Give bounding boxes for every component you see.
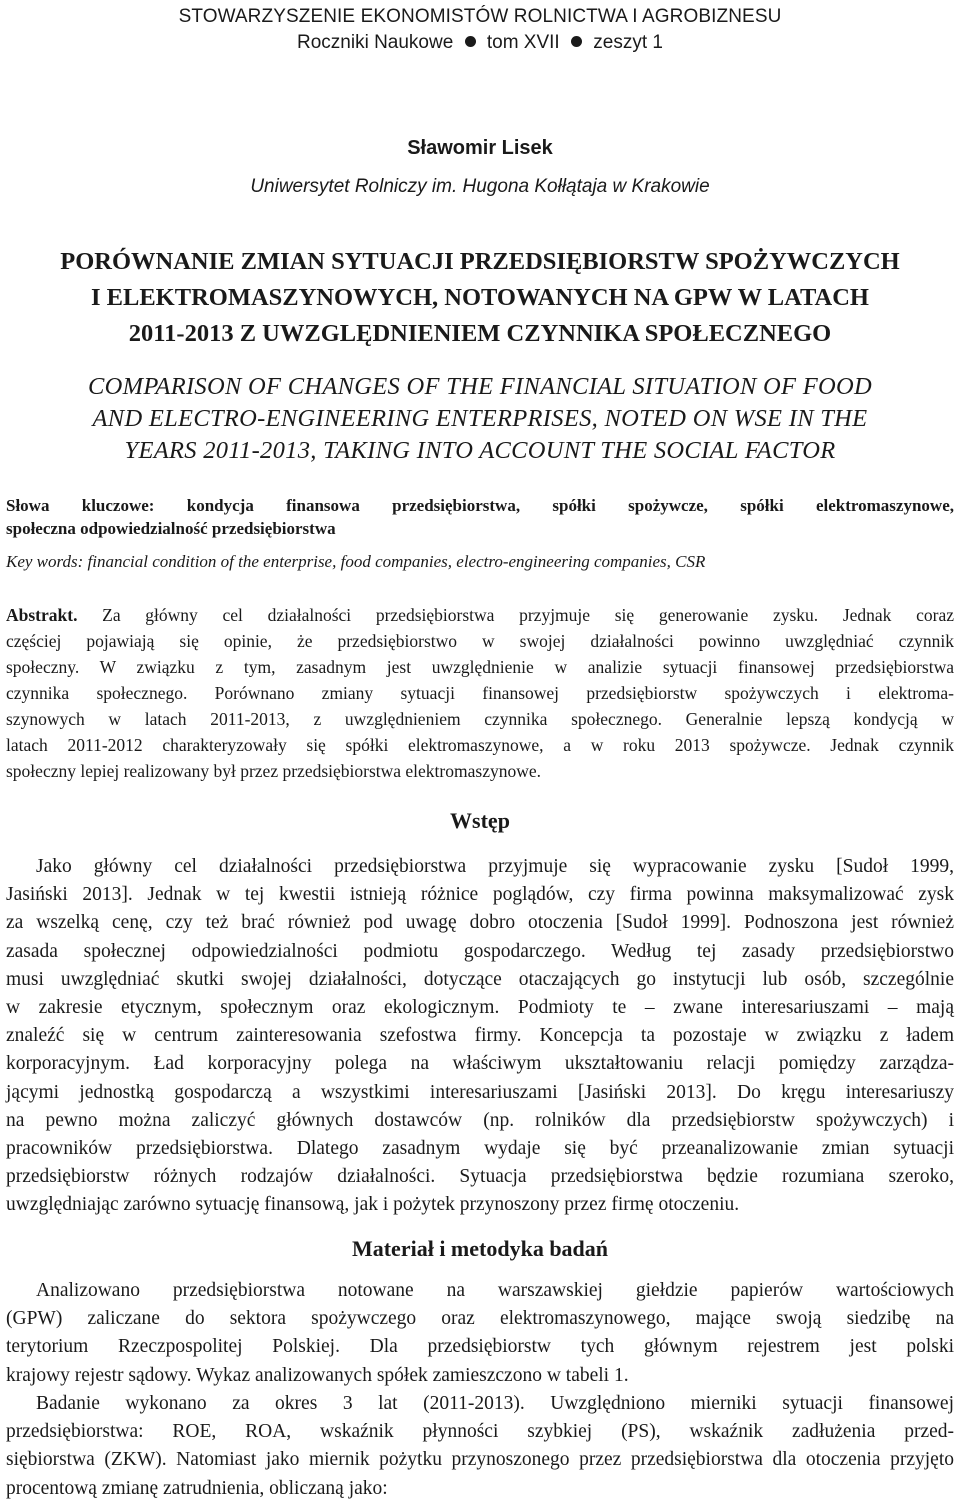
section-heading-introduction: Wstęp <box>450 808 510 833</box>
keywords-en-line <box>6 550 954 574</box>
journal-header <box>0 32 960 54</box>
body-line: na pewno można zaliczyć głównych dostawców (np. rolników dla przedsiębiorstw spożywczych) i <box>6 1109 954 1131</box>
abstract-line: społeczny. W związku z tym, zasadnym jest uwzględnienie w analizie sytuacji finansowej przedsiębiorstwa <box>6 657 954 677</box>
title-polish <box>0 244 960 352</box>
keywords-en-label: Key words: <box>6 552 84 571</box>
bullet-icon <box>571 36 582 47</box>
journal-name: Roczniki Naukowe <box>297 32 454 53</box>
body-line: (GPW) zaliczane do sektora spożywczego oraz elektromaszynowego, mające swoją siedzibę na <box>6 1308 954 1330</box>
body-line: musi uwzględniać skutki swojej działalności, dotyczące otaczających go instytucji lub osób, szczególnie <box>6 968 954 990</box>
abstract-line: latach 2011-2012 charakteryzowały się spółki elektromaszynowe, a w roku 2013 spożywcze. Jednak czynnik <box>6 735 954 755</box>
body-line: Jasiński 2013]. Jednak w tej kwestii istnieją różnice poglądów, czy firma powinna maksymalizować zysk <box>6 884 954 906</box>
keywords-pl-line-1 <box>6 494 954 517</box>
body-line: jącymi jednostką gospodarczą a wszystkimi interesariuszami [Jasiński 2013]. Do kręgu interesariuszy <box>6 1081 954 1103</box>
title-pl-line: PORÓWNANIE ZMIAN SYTUACJI PRZEDSIĘBIORSTW SPOŻYWCZYCH <box>60 248 900 275</box>
body-line: zasada społecznej odpowiedzialności podmiotu gospodarczego. Według tej zasady przedsiębiorstwo <box>6 940 954 962</box>
keywords-english <box>6 550 954 574</box>
title-english <box>0 371 960 467</box>
body-line: uwzględniając zarówno sytuację finansową, jak i pożytek przynoszony przez firmę otoczeniu. <box>6 1194 740 1216</box>
title-en-line: YEARS 2011-2013, TAKING INTO ACCOUNT THE SOCIAL FACTOR <box>124 437 836 464</box>
section-heading-methods: Materiał i metodyka badań <box>351 1236 609 1261</box>
journal-volume: tom XVII <box>486 32 560 53</box>
author-name: Sławomir Lisek <box>407 137 553 159</box>
methods-paragraph-2 <box>6 1390 954 1503</box>
abstract-line: szynowych w latach 2011-2013, z uwzględnieniem czynnika społecznego. Generalnie lepszą kondycją w <box>6 709 954 729</box>
journal-issue: zeszyt 1 <box>593 32 663 53</box>
title-pl-line: 2011-2013 Z UWZGLĘDNIENIEM CZYNNIKA SPOŁECZNEGO <box>128 320 832 347</box>
abstract-label: Abstrakt. <box>6 605 78 625</box>
author-affiliation: Uniwersytet Rolniczy im. Hugona Kołłątaja w Krakowie <box>250 176 710 197</box>
abstract-line: czynnika społecznego. Porównano zmiany sytuacji finansowej przedsiębiorstw spożywczych i elektroma- <box>6 683 954 703</box>
title-en-line: COMPARISON OF CHANGES OF THE FINANCIAL SITUATION OF FOOD <box>87 373 872 400</box>
body-line: korporacyjnym. Ład korporacyjny polega na właściwym ukształtowaniu relacji pomiędzy zarządza- <box>6 1053 954 1075</box>
body-line: terytorium Rzeczpospolitej Polskiej. Dla przedsiębiorstw tych głównym rejestrem jest polski <box>6 1336 954 1358</box>
body-line: procentową zmianę zatrudnienia, obliczaną jako: <box>6 1477 388 1499</box>
abstract-line <box>6 602 954 628</box>
body-line: w zakresie etycznym, społecznym oraz ekologicznym. Podmioty te – zwane interesariuszami – mają <box>6 997 954 1019</box>
body-line: Analizowano przedsiębiorstwa notowane na warszawskiej giełdzie papierów wartościowych <box>36 1280 954 1301</box>
keywords-pl-text: kondycja finansowa przedsiębiorstwa, spółki spożywcze, spółki elektromaszynowe, <box>186 496 954 515</box>
keywords-pl-line-2: społeczna odpowiedzialność przedsiębiorstwa <box>6 519 336 538</box>
bullet-icon <box>465 36 476 47</box>
society-header: STOWARZYSZENIE EKONOMISTÓW ROLNICTWA I AGROBIZNESU <box>178 6 782 27</box>
abstract <box>6 602 954 784</box>
body-line: krajowy rejestr sądowy. Wykaz analizowanych spółek zamieszczono w tabeli 1. <box>6 1364 629 1386</box>
body-line: Badanie wykonano za okres 3 lat (2011-2013). Uwzględniono mierniki sytuacji finansowej <box>36 1393 954 1414</box>
body-line: przedsiębiorstwa: ROE, ROA, wskaźnik płynności szybkiej (PS), wskaźnik zadłużenia przed- <box>6 1421 954 1443</box>
abstract-line: częściej pojawiają się opinie, że przedsiębiorstwo w swojej działalności powinno uwzględniać czynnik <box>6 631 954 651</box>
title-pl-line: I ELEKTROMASZYNOWYCH, NOTOWANYCH NA GPW W LATACH <box>91 284 869 311</box>
keywords-polish <box>6 494 954 540</box>
title-en-line: AND ELECTRO-ENGINEERING ENTERPRISES, NOTED ON WSE IN THE <box>92 405 868 432</box>
body-line: Jako główny cel działalności przedsiębiorstwa przyjmuje się wypracowanie zysku [Sudoł 1999, <box>36 856 954 877</box>
body-line: znaleźć się w centrum zainteresowania szefostwa firmy. Koncepcja ta pozostaje w związku z ładem <box>6 1025 954 1047</box>
introduction-paragraph <box>6 853 954 1220</box>
keywords-en-text: financial condition of the enterprise, food companies, electro-engineering companies, CSR <box>87 552 706 571</box>
body-line: za wszelką cenę, czy też brać również pod uwagę dobro otoczenia [Sudoł 1999]. Podnoszona jest również <box>6 912 954 934</box>
abstract-text: Za główny cel działalności przedsiębiorstwa przyjmuje się generowanie zysku. Jednak coraz <box>102 605 954 625</box>
keywords-pl-label: Słowa kluczowe: <box>6 496 155 515</box>
body-line: przedsiębiorstw różnych rodzajów działalności. Sytuacja przedsiębiorstwa będzie rozumiana szeroko, <box>6 1166 954 1188</box>
body-line: siębiorstwa (ZKW). Natomiast jako miernik pożytku przynoszonego przez przedsiębiorstwa dla otoczenia przyjęto <box>6 1449 954 1471</box>
body-line: pracowników przedsiębiorstwa. Dlatego zasadnym wydaje się być przeanalizowanie zmian sytuacji <box>6 1138 954 1160</box>
abstract-line: społeczny lepiej realizowany był przez przedsiębiorstwa elektromaszynowe. <box>6 761 541 781</box>
methods-paragraph-1 <box>6 1277 954 1390</box>
